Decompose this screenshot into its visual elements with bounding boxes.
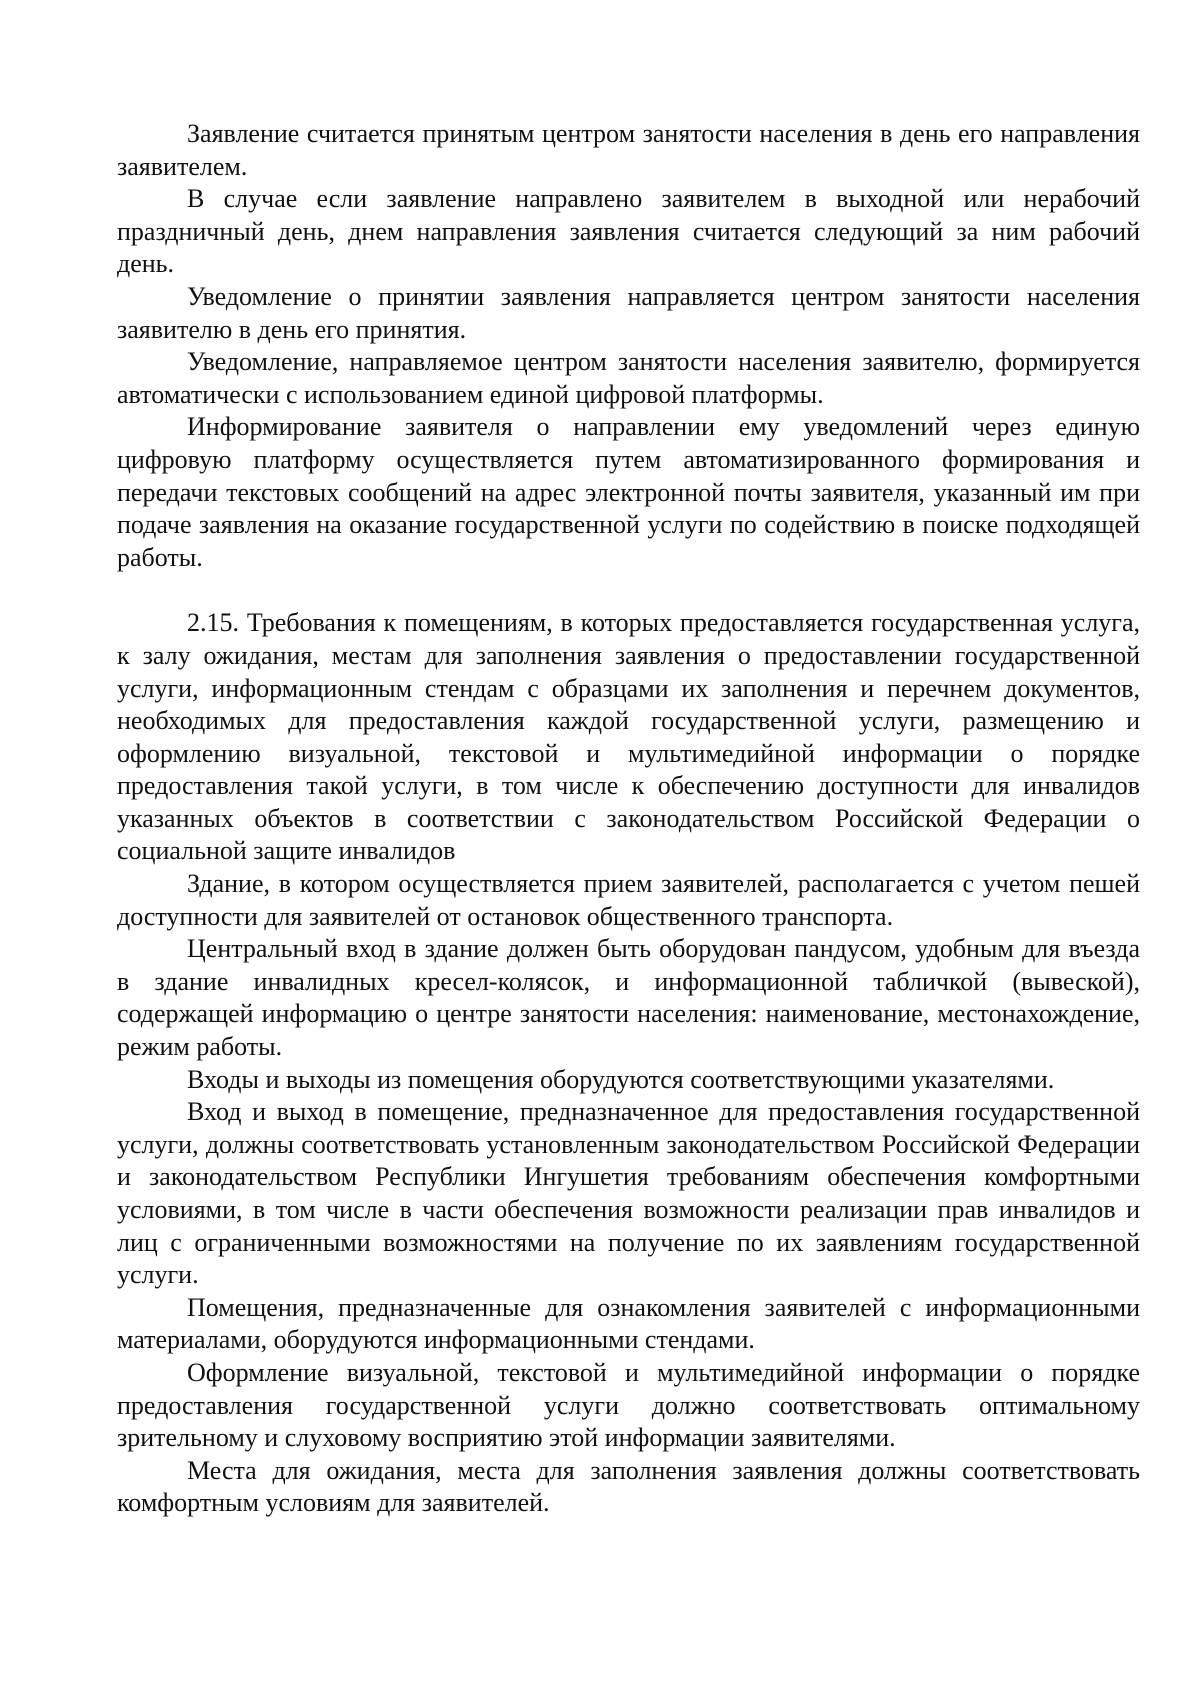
paragraph-entrance-requirements: Вход и выход в помещение, предназначенное для предоставления государственной услуги, должны соответствовать установленным законодательством Российской Федерации и законодательством Республики Ингушетия требованиям обеспечения комфортными условиями, в том числе в части обеспечения возможности реализации прав инвалидов и лиц с ограниченными возможностями на получение по их заявлениям государственной услуги. [117,1097,1140,1290]
paragraph-application-accepted: Заявление считается принятым центром занятости населения в день его направления заявителем. [117,119,1140,181]
paragraph-central-entrance: Центральный вход в здание должен быть оборудован пандусом, удобным для въезда в здание инвалидных кресел-колясок, и информационной табличкой (вывеской), содержащей информацию о центре занятости населения: наименование, местонахождение, режим работы. [117,934,1140,1062]
paragraph-info-stands: Помещения, предназначенные для ознакомления заявителей с информационными материалами, оборудуются информационными стендами. [117,1292,1140,1355]
document-page [117,118,1140,1520]
paragraph-weekend-submission: В случае если заявление направлено заявителем в выходной или нерабочий праздничный день, днем направления заявления считается следующий за ним рабочий день. [117,184,1140,279]
paragraph-building-location: Здание, в котором осуществляется прием заявителей, располагается с учетом пешей доступности для заявителей от остановок общественного транспорта. [117,869,1140,931]
paragraph-multimedia-info: Оформление визуальной, текстовой и мультимедийной информации о порядке предоставления государственной услуги должно соответствовать оптимальному зрительному и слуховому восприятию этой информации заявителями. [117,1357,1140,1453]
paragraph-waiting-areas: Места для ожидания, места для заполнения заявления должны соответствовать комфортным условиям для заявителей. [117,1455,1140,1518]
section-spacer [117,574,1140,607]
paragraph-acceptance-notice: Уведомление о принятии заявления направляется центром занятости населения заявителю в день его принятия. [117,281,1140,344]
paragraph-section-2-15: 2.15. Требования к помещениям, в которых предоставляется государственная услуга, к залу ожидания, местам для заполнения заявления о предоставлении государственной услуги, информационным стендам с образцами их заполнения и перечнем документов, необходимых для предоставления каждой государственной услуги, размещению и оформлению визуальной, текстовой и мультимедийной информации о порядке предоставления такой услуги, в том числе к обеспечению доступности для инвалидов указанных объектов в соответствии с законодательством Российской Федерации о социальной защите инвалидов [117,608,1140,866]
paragraph-notice-generation: Уведомление, направляемое центром занятости населения заявителю, формируется автоматически с использованием единой цифровой платформы. [117,347,1140,409]
paragraph-email-informing: Информирование заявителя о направлении ему уведомлений через единую цифровую платформу осуществляется путем автоматизированного формирования и передачи текстовых сообщений на адрес электронной почты заявителя, указанный им при подаче заявления на оказание государственной услуги по содействию в поиске подходящей работы. [117,412,1140,572]
paragraph-entrance-signs: Входы и выходы из помещения оборудуются соответствующими указателями. [187,1064,1055,1094]
